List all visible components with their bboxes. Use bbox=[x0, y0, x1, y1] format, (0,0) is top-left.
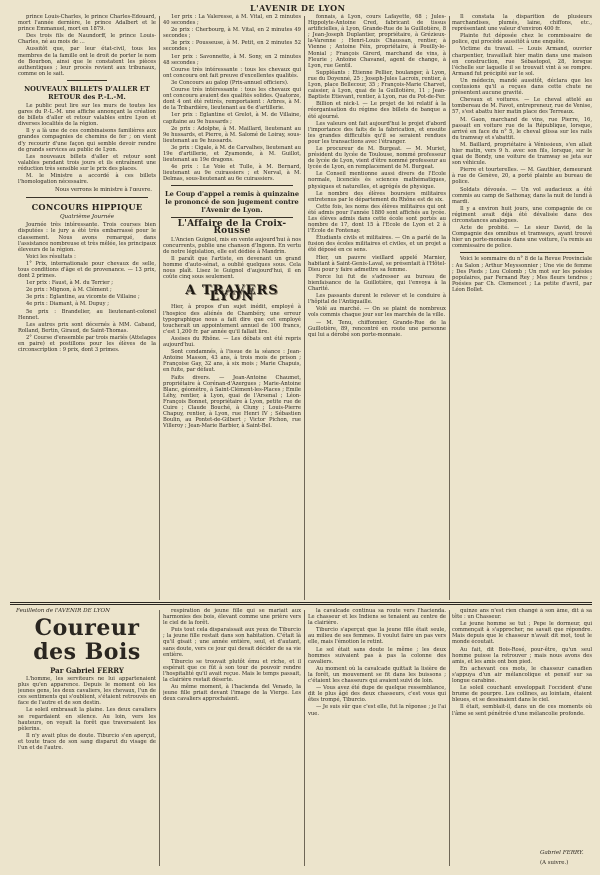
divider bbox=[171, 217, 293, 218]
paragraph: Aussitôt que, par leur état-civil, tous les membres de la famille ont le droit de porter le nom de Bourbon, ainsi que le constatent les pièces authentiques ; leur procès revient aux tribunaux, comme on le sait. bbox=[18, 46, 156, 77]
column-3 bbox=[308, 14, 446, 601]
paragraph: 3e prix : Cigale, à M. de Carvalhes, lieutenant au 19e d'artillerie, et Zyamonde, à M. Guillot, lieutenant au 19e dragons. bbox=[163, 144, 301, 164]
divider bbox=[67, 80, 107, 81]
column-2 bbox=[163, 14, 301, 601]
column-rule bbox=[304, 16, 305, 600]
paragraph: 5e prix : Brandelier, au lieutenant-colonel Hennet. bbox=[18, 308, 156, 321]
paragraph: Tiburcio s'aperçut que la jeune fille était seule, au milieu de ses femmes. Il voulut faire un pas vers elle, mais l'émotion le retint. bbox=[308, 627, 446, 646]
column-rule bbox=[449, 610, 450, 866]
paragraph: Un médecin, mandé aussitôt, déclara que les contusions qu'il a reçues dans cette chute ne présentent aucune gravité. bbox=[452, 77, 592, 97]
paragraph: 2e prix : Adolphe, à M. Maillard, lieutenant au 9e hussards, et Pierre, à M. Salomé de Loiray, sous-lieutenant au 9e hussards. bbox=[163, 125, 301, 144]
masthead bbox=[0, 2, 600, 14]
serial-author: Par Gabriel FERRY bbox=[50, 666, 124, 675]
divider bbox=[26, 197, 148, 198]
paragraph: Le jeune homme se tut ; Pepe le dormeur, qui commençait à s'approcher, ne savait que répondre. Mais depuis que le chasseur n'avait dit mot, tout le monde écoutait. bbox=[452, 621, 592, 646]
paragraph: 3e prix : Pousseuse, à M. Petit, en 2 minutes 52 secondes ; bbox=[163, 40, 301, 53]
paragraph: Course très intéressante : tous les chevaux qui ont concouru ont fait preuve d'excellentes qualités. bbox=[163, 66, 301, 79]
paragraph: Volé au marché. — On se plaint de nombreux vols commis chaque jour sur les marchés de la ville. bbox=[308, 306, 446, 319]
paragraph: 1° Prix, internationale pour chevaux de selle, tous conditions d'âge et de provenance. — 13 prix, dont 2 primes. bbox=[18, 260, 156, 280]
paragraph: Force lui fut de s'adresser au bureau de bienfaisance de la Guillotière, qui l'envoya à la Charité. bbox=[308, 273, 446, 293]
paragraph: Faits divers. — Jean-Antoine Chaumet, propriétaire à Corénan-d'Azergues ; Marie-Antoine Blanc, géomètre, à Saint-Clément-les-Places ; Emile Léhy, rentier, à Lyon, quai de l'Arsenal ; Léon-François Bonnet, propriétaire à Lyon, petite rue de Cuire ; Claude Bouché, à Cluny ; Louis-Pierre Chapuy, rentier, à Lyon, rue Henri IV ; Sébastien Boulin, au Pontet-de-Gilbert ; Victor Pichon, rue Villeroy ; Jean-Marie Barbier, à Saint-Bel. bbox=[163, 374, 301, 430]
serial-heading bbox=[18, 616, 156, 675]
paragraph: Assises du Rhône. — Les débats ont été repris aujourd'hui. bbox=[163, 335, 301, 349]
paragraph: L'homme, les serviteurs ne lui appartenaient plus qu'en apparence. Depuis le moment où les jeunes gens, les deux cavaliers, les chevaux, l'un de ces sentiments qui s'oublient, s'étaient retrouvés en face de l'autre et de son destin. bbox=[18, 676, 156, 707]
paragraph: Il y a là une de ces combinaisons familières aux grandes compagnies de chemins de fer ; on vient d'y recourir d'une façon qui semble devoir rendre de grands services au public de Lyon. bbox=[18, 128, 156, 153]
paragraph: Victime du travail. — Louis Armand, ouvrier charpentier, travaillait hier matin dans une maison en construction, rue Sébastopol, 28, lorsque l'échelle sur laquelle il se trouvait vint à se rompre. Armand fut précipité sur le sol. bbox=[452, 46, 592, 77]
paragraph: Les nouveaux billets d'aller et retour sont valables pendant trois jours et ils entraînent une réduction très sensible sur le prix des places. bbox=[18, 153, 156, 172]
paragraph: Le soleil embrasait la plaine. Les deux cavaliers se regardaient en silence. Au loin, vers les hauteurs, on voyait la forêt que traversaient les pèlerins. bbox=[18, 707, 156, 732]
column-rule bbox=[159, 610, 160, 866]
paragraph: Suppléants : Etienne Pellier, boulanger, à Lyon, rue du Doyenné, 25 ; Joseph-Jules Lacroix, rentier, à Lyon, place Bellecour, 35 ; François-Marie Charvet, caissier, à Lyon, quai de la Guillotière, 11 ; Jean-Baptiste Etievant, rentier, à Lyon, rue du Pot-de-Fer. bbox=[308, 69, 446, 101]
paragraph: Le soleil couchant enveloppait l'occident d'une brume de pourpre. Les collines, au lointain, étaient bleues, et se dessinaient dans le ciel. bbox=[452, 685, 592, 704]
paragraph: Tiburcio se trouvait plutôt ému et riche, et il espérait que ce fût à son tour de pouvoir rendre l'hospitalité qu'il avait reçue. Mais le temps passait, la clairière restait déserte. bbox=[163, 658, 301, 684]
paragraph: 1er prix : Eglantine et Grelot, à M. de Villaine, capitaine au 9e hussards ; bbox=[163, 112, 301, 125]
column-4 bbox=[452, 14, 592, 601]
paragraph: L'Ancien Guignol, mis en vente aujourd'hui à nos concurrents, publie une chanson d'Ingonn. En vertu de notre législation, elle est dédiée à Mandrin. bbox=[163, 236, 301, 255]
paragraph: — M. Tenu, chiffonnier, Grande-Rue de la Guillotière, 89, rencontré en route une personne qui lui a dérobé son porte-monnaie. bbox=[308, 319, 446, 338]
paragraph: fonnais, à Lyon, cours Lafayette, 68 ; Jules-Hippolyte-Antoine Cred, fabricant de tissus artificielles, à Lyon, Grande-Rue de la Guillotière, 8 ; Jean-Joseph Duplantier, propriétaire, à Grézieux-la-Varenne ; Henri-Louis Chaussan, rentier, à Vienne ; Antoine Féix, propriétaire, à Pouilly-le-Monial ; François Girerd, marchand de vins, à Fleurie ; Antoine Chavanel, agent de change, à Lyon, rue Gentil. bbox=[308, 14, 446, 69]
paragraph: Il constata la disparition de plusieurs marchandises, plumés, laine, chiffons, etc., représentant une valeur d'environ 400 fr. bbox=[452, 14, 592, 33]
paragraph: Au moment où la cavalcade quittait la lisière de la forêt, un mouvement se fit dans les buissons ; c'étaient les chasseurs qui avaient suivi de loin. bbox=[308, 665, 446, 685]
paragraph: Pierre et tourterelles. — M. Gauthier, demeurant à rue de Genève, 20, a porté plainte au bureau de police. bbox=[452, 167, 592, 186]
paragraph: Il n'y avait plus de doute. Tiburcio s'en aperçut, et toute trace de son sang disparut du visage de l'un et de l'autre. bbox=[18, 732, 156, 752]
column-rule bbox=[449, 16, 450, 600]
serial-title: Coureur des Bois bbox=[33, 615, 141, 665]
serial-divider bbox=[10, 602, 592, 603]
paragraph: Il y a environ huit jours, une compagnie de ce régiment avait déjà été dévalisée dans des circonstances analogues. bbox=[452, 205, 592, 224]
paragraph: Acte de probité. — Le sieur David, de la Compagnie des omnibus et tramways, ayant trouvé hier un porte-monnaie dans une voiture, l'a remis au commissaire de police. bbox=[452, 225, 592, 250]
paragraph: 1er prix : Savonnette, à M. Sony, en 2 minutes 48 secondes ; bbox=[163, 53, 301, 66]
paragraph: 1er prix : La Valeresse, à M. Vital, en 2 minutes 40 secondes ; bbox=[163, 14, 301, 27]
serial-column-1 bbox=[18, 676, 156, 866]
paragraph: Les valeurs ont fait aujourd'hui le projet d'abord l'importance des faits de la fabrication, et ensuite les grandes difficultés qu'il se seraient rendues pour les transactions avec l'étranger. bbox=[308, 120, 446, 145]
paragraph: Journée très intéressante. Trois courses bien disputées : le jury a été très embarrassé pour le classement. Nous avons remarqué, dans l'assistance nombreuse et très mêlée, les principaux éleveurs de la région. bbox=[18, 222, 156, 253]
section-title-concours: CONCOURS HIPPIQUE bbox=[31, 202, 143, 213]
paragraph: Plainte fut déposée chez le commissaire de police, qui procède aussitôt à une enquête. bbox=[452, 33, 592, 46]
paragraph: M. Gaon, marchand de vins, rue Pierre, 16, passait en voiture rue de la République, lorsque, arrivé en face du n° 5, le cheval glissa sur les rails du tramway et s'abattit. bbox=[452, 116, 592, 141]
column-rule bbox=[304, 610, 305, 866]
section-title-a-travers-lyon: A TRAVERS LYON bbox=[185, 283, 279, 305]
section-subtitle: Quatrième Journée bbox=[59, 214, 115, 221]
paragraph: Hier, à propos d'un sujet inédit, employé à l'hospice des aliénés de Chambéry, une erreur typographique nous a fait dire que cet employé toucherait un appointement annuel de 100 francs, c'est 1,200 fr. par année qu'il fallait lire. bbox=[163, 304, 301, 335]
section-title-billets: NOUVEAUX BILLETS D'ALLER ET RETOUR des P.-L.-M. bbox=[24, 84, 150, 101]
paragraph: quinze ans n'est rien changé à son âme, dit à sa tête : un Chasseur. bbox=[452, 608, 592, 621]
paragraph: Le Conseil mentionne aussi divers de l'Ecole normale, licenciés ès sciences mathématiques, physiques et naturelles, et agrégés de physique. bbox=[308, 171, 446, 190]
paragraph: prince Louis-Charles, le prince Charles-Edouard, mort l'année dernière, le prince Adalbert et le prince Emmanuel, mort en 1879. bbox=[18, 14, 156, 33]
section-signoff: Nous verrons le ministre à l'œuvre. bbox=[54, 187, 152, 194]
paragraph: Voici le sommaire du n° 8 de la Revue Provinciale : Au Salon ; Arthur Meyssonnier ; Une vie de femme ; Des Pieds ; Lou Colomb ; Un mot sur les poésies populaires, par Fernand Rey ; Mes fleurs tendres ; Poésies par Ch. Clemencet ; La petite d'avril, par Léon Bollet. bbox=[452, 256, 592, 293]
paragraph: 4e prix : Diamant, à M. Dupuy ; bbox=[26, 301, 109, 308]
paragraph: Il paraît que l'artiste, en devenant un grand homme d'auto-sénat, a oublié quelques sous. Cela nous plaît. Lisez le Guignol d'aujourd'hui, il en coûte cinq sous seulement. bbox=[163, 255, 301, 281]
paragraph: Au fait, dit Bois-Rosé, pour-être, qu'un seul homme puisse la retrouver ; mais nous avons des amis, et les amis ont bon pied. bbox=[452, 646, 592, 665]
paragraph: Soldats dévoués. — Un vol audacieux a été commis au camp de Sathonay, dans la nuit de lundi à mardi. bbox=[452, 186, 592, 205]
serial-signature: Gabriel FERRY. bbox=[540, 850, 584, 856]
column-rule bbox=[159, 16, 160, 600]
serial-divider bbox=[10, 604, 592, 605]
paragraph: Puis tout cela disparaissait aux yeux de Tiburcio ; la jeune fille restait dans son habitation. C'était là qu'il gisait ; une année entière, seul, et d'autant, sans doute, vers ce jour qui devait décider de sa vie entière. bbox=[163, 627, 301, 658]
column-1 bbox=[18, 14, 156, 601]
paragraph: Étudiants civils et militaires. — On a parlé de la fusion des écoles militaires et civiles, et un projet a été déposé en ce sens. bbox=[308, 235, 446, 254]
paragraph: Les passants durent le relever et le conduire à l'hôpital de l'Antiquaille. bbox=[308, 293, 446, 306]
paragraph: Voici les résultats : bbox=[26, 253, 76, 260]
paragraph: — Vous avez été dupe de quelque ressemblance, dit le plus âgé des deux chasseurs, c'est vous qui êtes trompé, Tiburcio. bbox=[308, 685, 446, 704]
paragraph: En achevant ces mots, le chasseur canadien s'appuya d'un air mélancolique et pensif sur sa longue carabine. bbox=[452, 665, 592, 685]
paragraph: Chevaux et voitures. — Le cheval attelé au tombereau de M. Favot, entrepreneur, rue de Venise, 57, s'est abattu hier matin place des Terreaux. bbox=[452, 97, 592, 116]
paragraph: 3e Concours au galop (Prix-annuel officiers). bbox=[171, 79, 289, 86]
paper-title: L'AVENIR DE LYON bbox=[250, 3, 346, 13]
serial-label: Feuilleton de l'AVENIR DE LYON bbox=[16, 608, 111, 614]
paragraph: Sont condamnés, à l'issue de la séance : Jean-Antoine Masson, 43 ans, à trois mois de prison ; Françoise Gay, 32 ans, à six mois ; Marie Chapuis, en fuite, par défaut. bbox=[163, 349, 301, 374]
paragraph: — Je suis sûr que c'est elle, fut la réponse ; je l'ai vue. bbox=[308, 704, 446, 717]
paragraph: Le nombre des élèves boursiers militaires entretenus par le département du Rhône est de six. bbox=[308, 190, 446, 203]
paragraph: Le procureur de M. Burgeat. — M. Muriet, président du lycée de Toulouse, nommé professeur de lycée de Lyon, vient d'être nommé professeur au lycée de Lyon, en remplacement de M. Burgeat. bbox=[308, 145, 446, 171]
paragraph: Cette fois, les noms des élèves militaires qui ont été admis pour l'année 1880 sont affichés au lycée. Les élèves admis dans cette école sont portés au nombre de 17, dont 15 à l'Ecole de Lyon et 2 à l'École de Fontenay. bbox=[308, 203, 446, 235]
paragraph: Billion et nick-l. — Le projet de loi relatif à la réorganisation du régime des billets de banque a été ajourné. bbox=[308, 101, 446, 120]
brief-headline: Le Coup d'appel a remis à quinzaine le prononcé de son jugement contre l'Avenir de Lyon. bbox=[164, 190, 300, 215]
divider bbox=[171, 185, 293, 186]
divider bbox=[460, 252, 584, 253]
paragraph: M. le Ministre a accordé à ces billets l'homologation nécessaire. bbox=[18, 172, 156, 186]
to-be-continued: (A suivre.) bbox=[540, 860, 569, 866]
paragraph: 3e prix : Eglantine, au vicomte de Villaine ; bbox=[26, 294, 140, 301]
paragraph: 2e prix : Cherbourg, à M. Vital, en 2 minutes 49 secondes ; bbox=[163, 27, 301, 40]
paragraph: M. Baillard, propriétaire à Vénissieux, s'en allait hier matin, vers 9 h. avec son fils, lorsque, sur le quai de Bondy, une voiture de tramway se jeta sur son véhicule. bbox=[452, 141, 592, 167]
paragraph: Le public peut lire sur les murs de toutes les gares du P.-L.-M. une affiche annonçant la création de billets d'aller et retour valables entre Lyon et diverses localités de la région. bbox=[18, 102, 156, 128]
serial-column-3 bbox=[308, 608, 446, 866]
paragraph: 1er prix : Faust, à M. du Terrier ; bbox=[26, 280, 114, 287]
paragraph: Il était, semblait-il, dans un de ces moments où l'âme se sent pénétrée d'une mélancolie profonde. bbox=[452, 704, 592, 717]
paragraph: Les autres prix sont décernés à MM. Cabaud, Rolland, Bertin, Giraud, de Saint-Thomas. bbox=[18, 321, 156, 334]
serial-column-4 bbox=[452, 608, 592, 856]
section-title-affaire: L'Affaire de la Croix-Rousse bbox=[177, 219, 287, 236]
paragraph: Des trois fils de Naundorff, le prince Louis-Charles, né au mois de ... bbox=[18, 33, 156, 46]
paragraph: 2e prix : Mignon, à M. Clément ; bbox=[26, 287, 112, 294]
paragraph: respiration de jeune fille qui se mariait aux harmonies des bois, élevant comme une prière vers le ciel de la forêt. bbox=[163, 608, 301, 627]
paragraph: 4e prix : Le Voie et Tulle, à M. Bernard, lieutenant au 9e cuirassiers ; et Nerval, à M. Delmas, sous-lieutenant au 6e cuirassiers. bbox=[163, 164, 301, 183]
serial-column-2 bbox=[163, 608, 301, 866]
paragraph: Le sol était sans doute le même ; les deux hommes suivaient pas à pas la colonne des cavaliers. bbox=[308, 646, 446, 665]
paragraph: 2° Course d'ensemble par trois mariés (Attelages en paire) et postillons pour les élèves de la circonscription : 9 prix, dont 3 primes. bbox=[18, 334, 156, 354]
paragraph: Hier, un pauvre vieillard appelé Marnier, habitant à Saint-Genis-Laval, se présentait à l'Hôtel-Dieu pour y faire admettre sa femme. bbox=[308, 254, 446, 273]
paragraph: la cavalcade continua sa route vers l'hacienda. Le chasseur et les Indiens se tenaient au centre de la clairière. bbox=[308, 608, 446, 627]
paragraph: Au même moment, à l'hacienda del Venado, la jeune fille priait devant l'image de la Vierge. Les deux cavaliers approchaient. bbox=[163, 684, 301, 703]
paragraph: Course très intéressante : tous les chevaux qui ont concouru avaient des qualités solides. Quatorze, dont 4 ont été retirés, remportaient : Arbres, à M. de la Tribardière, lieutenant au 6e d'artillerie. bbox=[163, 87, 301, 112]
